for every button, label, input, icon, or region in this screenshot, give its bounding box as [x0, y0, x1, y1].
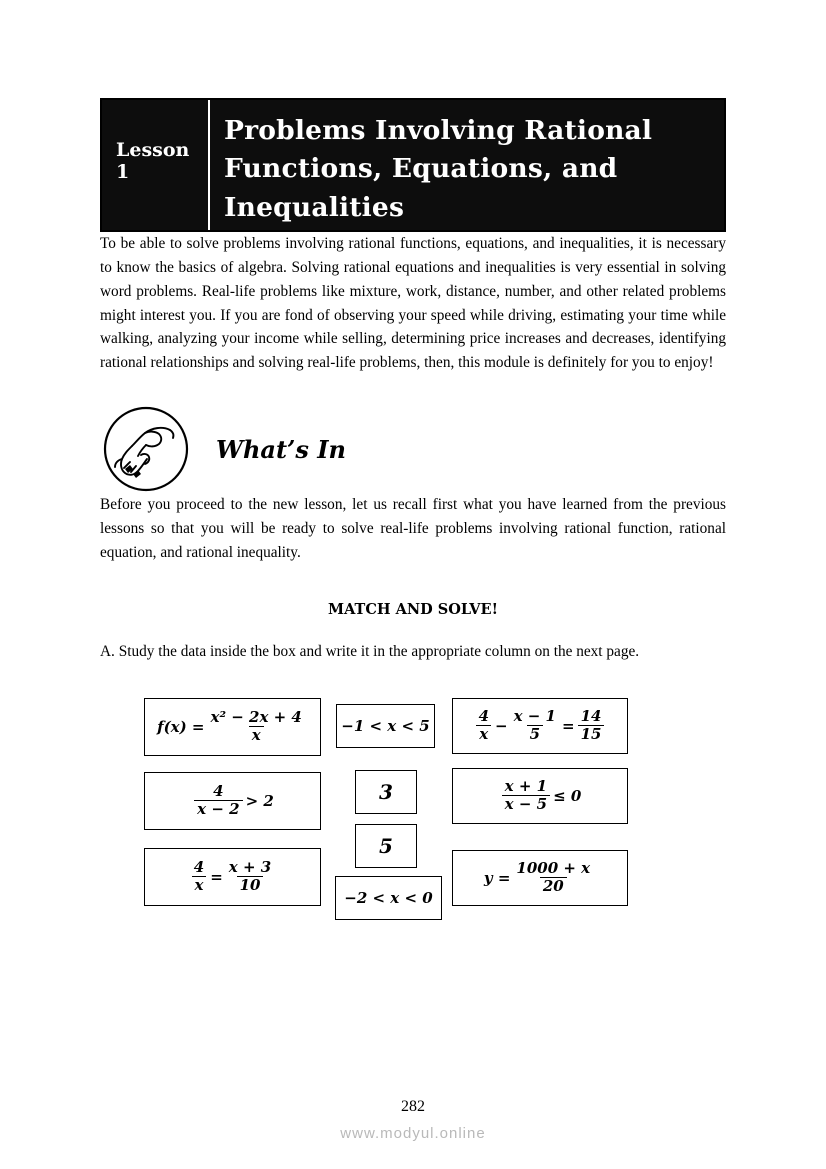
math-box-5-text: 3	[379, 779, 393, 804]
watermark: www.modyul.online	[340, 1125, 486, 1142]
math-boxes-group	[100, 698, 726, 916]
math-box-10	[452, 850, 628, 906]
math-box-1-lead: f(x) =	[157, 717, 205, 736]
math-box-3-numerator-3: 14	[580, 707, 602, 726]
math-box-1-denominator: x	[249, 726, 264, 744]
math-box-6-denominator: x − 5	[502, 795, 550, 813]
math-box-3-denominator-2: 5	[527, 725, 543, 743]
lesson-tag	[102, 100, 210, 230]
lesson-title: Problems Involving Rational Functions, Equations, and Inequalities	[224, 115, 653, 223]
intro-paragraph: To be able to solve problems involving rational functions, equations, and inequalities, it is necessary to know the basics of algebra. Solving rational equations and inequalities is very essential in solving word problems. Real-life problems like mixture, work, distance, number, and other related problems might interest you. If you are fond of observing your speed while driving, estimating your time while walking, analyzing your income while selling, determining price increases and decreases, identifying rational relationships and solving real-life problems, then, this module is definitely for you to enjoy!	[100, 235, 726, 372]
math-box-3-denominator-3: 15	[578, 725, 605, 743]
math-box-4-tail: > 2	[245, 791, 274, 810]
math-box-8	[355, 824, 417, 868]
page-number: 282	[401, 1098, 425, 1115]
math-box-7-numerator-1: 4	[193, 858, 205, 877]
math-box-10-denominator: 20	[540, 877, 567, 895]
math-box-10-lead: y =	[483, 868, 511, 887]
math-box-2	[336, 704, 435, 748]
whats-in-paragraph: Before you proceed to the new lesson, let us recall first what you have learned from the previous lessons so that you will be ready to solve real-life problems involving rational function, rational equation, and rational inequality.	[100, 496, 726, 561]
math-box-9-text: −2 < x < 0	[344, 888, 433, 907]
math-box-4-denominator: x − 2	[194, 800, 242, 818]
math-box-9	[335, 876, 442, 920]
math-box-3-denominator-1: x	[476, 725, 491, 743]
whats-in-heading: What’s In	[216, 434, 346, 464]
lesson-banner	[100, 98, 726, 232]
math-box-3-numerator-1: 4	[478, 707, 489, 726]
math-box-8-text: 5	[379, 833, 393, 858]
math-box-6	[452, 768, 628, 824]
math-box-7-numerator-2: x + 3	[228, 858, 272, 877]
math-box-1-numerator: x² − 2x + 4	[210, 708, 302, 727]
lesson-tag-word: Lesson	[116, 139, 190, 161]
math-box-3-numerator-2: x − 1	[513, 707, 556, 726]
activity-title: MATCH AND SOLVE!	[328, 600, 498, 618]
math-box-10-numerator: 1000 + x	[516, 859, 591, 878]
whats-in-section-header	[100, 405, 726, 493]
math-box-7	[144, 848, 321, 906]
math-box-4	[144, 772, 321, 830]
math-box-3-operator-2: =	[561, 716, 575, 735]
math-box-3-operator-1: −	[495, 716, 508, 735]
math-box-1	[144, 698, 321, 756]
hand-pointing-icon	[100, 406, 192, 492]
math-box-2-text: −1 < x < 5	[341, 716, 430, 735]
math-box-4-numerator: 4	[213, 782, 224, 801]
activity-instruction: A. Study the data inside the box and write it in the appropriate column on the next page.	[100, 642, 640, 660]
math-box-7-denominator-2: 10	[237, 876, 264, 894]
lesson-tag-number: 1	[116, 160, 130, 183]
math-box-7-denominator-1: x	[192, 876, 207, 894]
math-box-5	[355, 770, 417, 814]
math-box-6-tail: ≤ 0	[553, 786, 582, 805]
page-content	[100, 98, 726, 916]
math-box-7-operator: =	[210, 867, 223, 886]
math-box-6-numerator: x + 1	[504, 777, 548, 796]
math-box-3	[452, 698, 628, 754]
